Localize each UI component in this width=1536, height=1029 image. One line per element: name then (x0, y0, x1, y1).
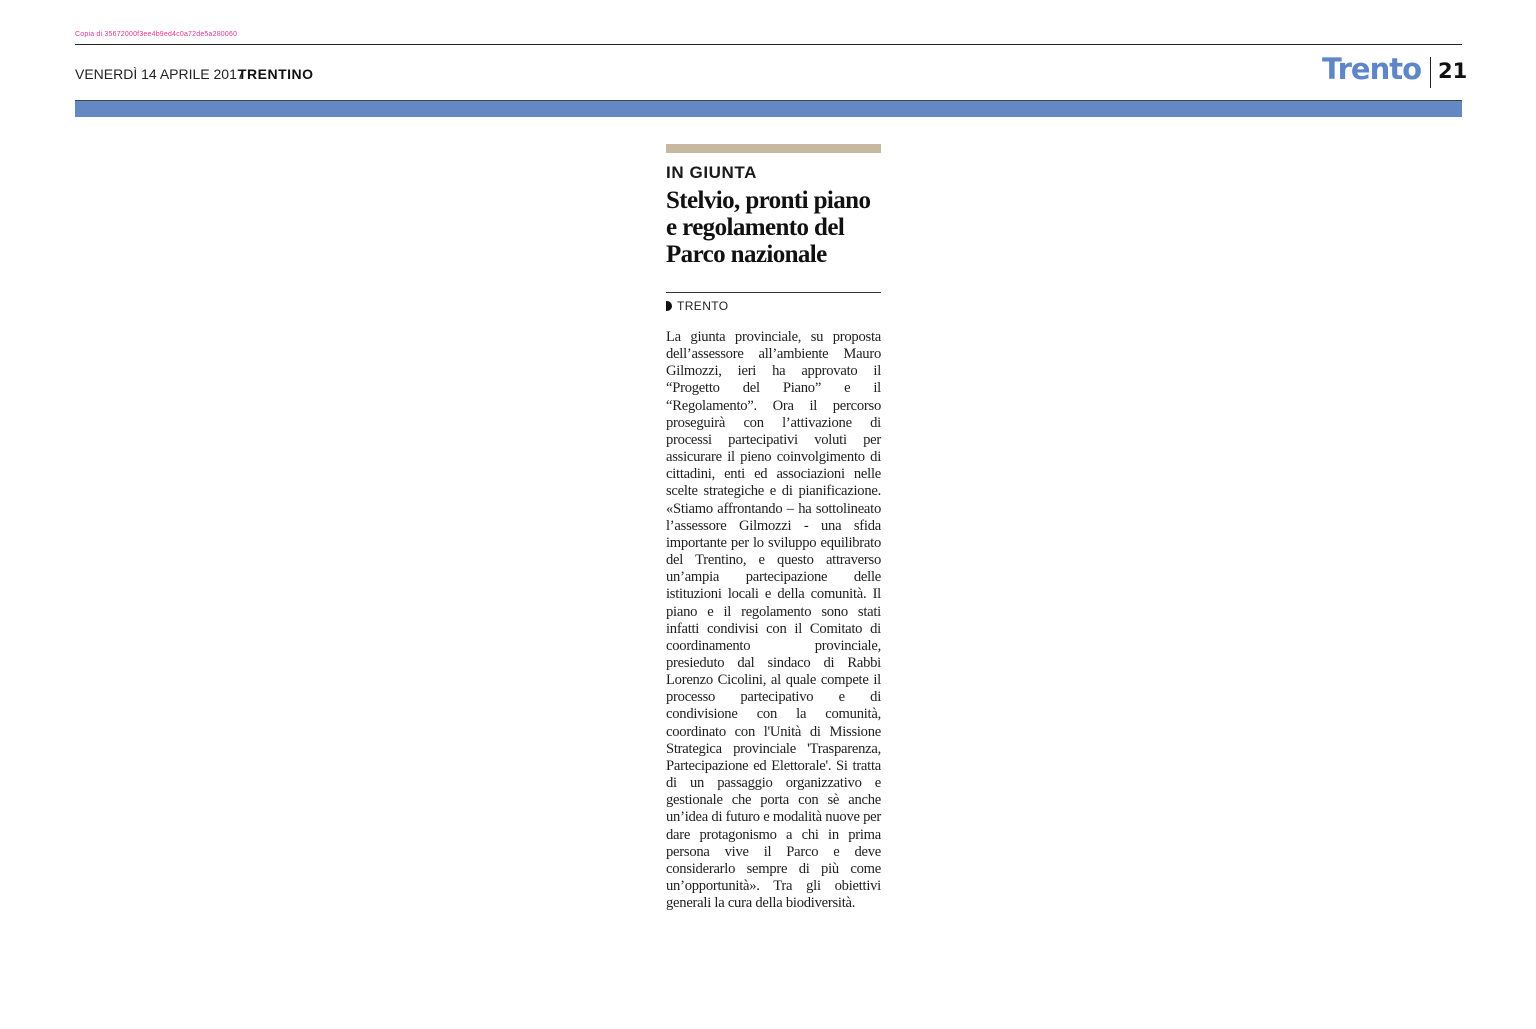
article-kicker: IN GIUNTA (666, 163, 758, 182)
article-byline: TRENTO (677, 299, 729, 313)
byline-row (666, 292, 881, 315)
article (666, 144, 881, 912)
article-body: La giunta provinciale, su proposta dell’assessore all’ambiente Mauro Gilmozzi, ieri ha approvato il “Progetto del Piano” e il “Regolamento”. Ora il percorso proseguirà con l’attivazione di processi partecipativi voluti per assicurare il pieno coinvolgimento di cittadini, enti ed associazioni nelle scelte strategiche e di pianificazione. «Stiamo affrontando – ha sottolineato l’assessore Gilmozzi - una sfida importante per lo sviluppo equilibrato del Trentino, e questo attraverso un’ampia partecipazione delle istituzioni locali e della comunità. Il piano e il regolamento sono stati infatti condivisi con il Comitato di coordinamento provinciale, presieduto dal sindaco di Rabbi Lorenzo Cicolini, al quale compete il processo partecipativo e di condivisione con la comunità, coordinato con l'Unità di Missione Strategica provinciale 'Trasparenza, Partecipazione ed Elettorale'. Si tratta di un passaggio organizzativo e gestionale che porta con sè anche un’idea di futuro e modalità nuove per dare protagonismo a chi in prima persona vive il Parco e deve considerarlo sempre di più come un’opportunità». Tra gli obiettivi generali la cura della biodiversità. (666, 329, 882, 912)
article-headline: Stelvio, pronti piano e regolamento del Parco nazionale (666, 187, 871, 268)
byline-marker-icon (666, 301, 672, 311)
section-separator (1430, 57, 1431, 88)
page-number: 21 (1438, 59, 1468, 83)
section-title: Trento (1322, 52, 1421, 86)
top-rule (75, 44, 1462, 45)
masthead-date: VENERDÌ 14 APRILE 2017 (75, 66, 245, 82)
copy-notice: Copia di 35672000f3ee4b9ed4c0a72de5a280060 (75, 31, 238, 38)
kicker-bar (666, 144, 881, 153)
masthead-paper-name: TRENTINO (238, 66, 314, 82)
section-color-band (75, 101, 1462, 117)
